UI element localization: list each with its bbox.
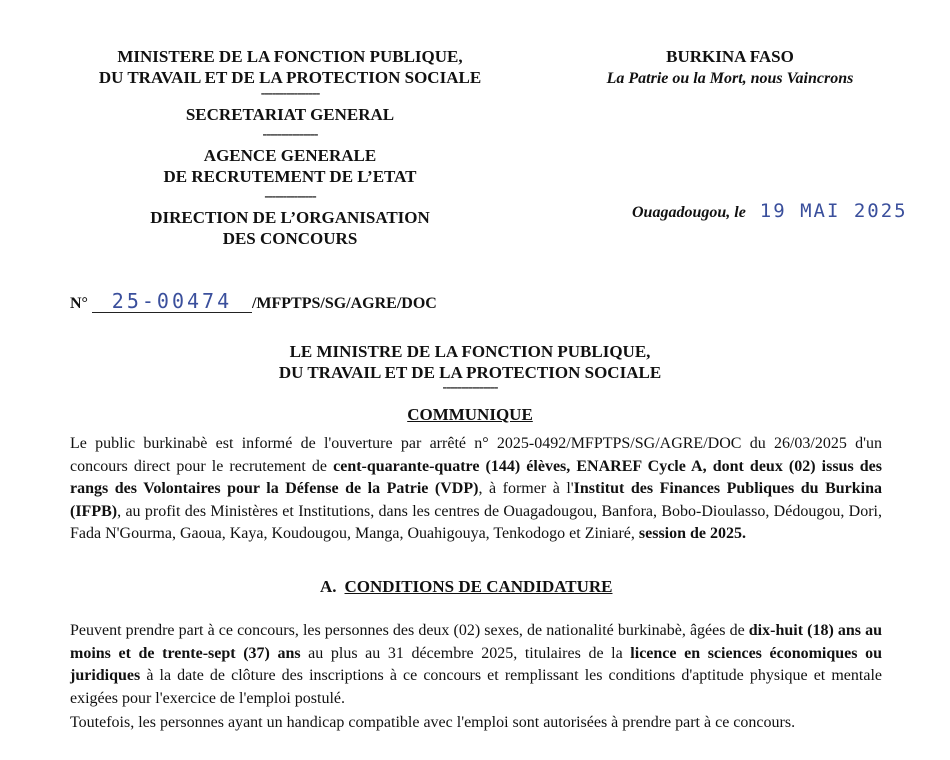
section-heading bbox=[320, 577, 612, 597]
text-run: au plus au 31 décembre 2025, titulaires de la bbox=[300, 644, 631, 662]
country-block bbox=[570, 46, 890, 90]
bold-run: cent-quarante-quatre (144) élèves, ENAREF Cycle A, dont deux (02) issus des rangs des Volontaires pour la Défense de la Patrie (VDP) bbox=[70, 457, 882, 497]
text-run: Peuvent prendre part à ce concours, les personnes des deux (02) sexes, de nationalité burkinabè, âgées de bbox=[70, 622, 749, 639]
direction-name-line2: DES CONCOURS bbox=[222, 229, 358, 248]
issuing-authority-block bbox=[40, 46, 540, 249]
date-stamp: 19 MAI 2025 bbox=[759, 200, 908, 222]
national-motto: La Patrie ou la Mort, nous Vaincrons bbox=[606, 70, 854, 87]
bold-run: licence en sciences économiques ou juridiques bbox=[70, 644, 883, 684]
intro-paragraph bbox=[70, 433, 882, 546]
ministry-name-line1: MINISTERE DE LA FONCTION PUBLIQUE, bbox=[117, 47, 463, 66]
separator: ---------------- bbox=[260, 86, 320, 101]
section-letter: A. bbox=[320, 577, 337, 596]
bold-run: dix-huit (18) ans au moins et de trente-sept (37) ans bbox=[70, 622, 883, 662]
eligibility-paragraph bbox=[70, 620, 882, 710]
disability-paragraph: Toutefois, les personnes ayant un handicap compatible avec l'emploi sont autorisées à prendre part à ce concours. bbox=[70, 714, 796, 731]
communique-title: COMMUNIQUE bbox=[407, 405, 533, 424]
reference-suffix: /MFPTPS/SG/AGRE/DOC bbox=[251, 295, 437, 312]
agency-name-line1: AGENCE GENERALE bbox=[203, 146, 377, 165]
separator: --------------- bbox=[442, 380, 498, 395]
agency-name-line2: DE RECRUTEMENT DE L’ETAT bbox=[163, 167, 417, 186]
reference-number-stamp: 25-00474 bbox=[92, 290, 252, 313]
bold-run: Institut des Finances Publiques du Burkina (IFPB) bbox=[70, 480, 883, 520]
separator: --------------- bbox=[262, 127, 318, 142]
separator: -------------- bbox=[264, 189, 316, 204]
section-title: CONDITIONS DE CANDIDATURE bbox=[344, 577, 613, 596]
country-name: BURKINA FASO bbox=[666, 47, 794, 66]
minister-title-block bbox=[120, 341, 820, 393]
reference-prefix: N° bbox=[70, 295, 88, 312]
bold-run: session de 2025. bbox=[638, 525, 747, 542]
text-run: , au profit des Ministères et Institutions, dans les centres de Ouagadougou, Banfora, Bobo-Dioulasso, Dédougou, Dori, Fada N'Gourma, Gaoua, Kaya, Koudougou, Manga, Ouahigouya, Tenkodogo et Ziniaré, bbox=[70, 502, 882, 542]
reference-number bbox=[70, 290, 437, 313]
text-run: , à former à l' bbox=[478, 480, 574, 497]
text-run: Le public burkinabè est informé de l'ouverture par arrêté n° 2025-0492/MFPTPS/SG/AGRE/DOC du 26/03/2025 d'un concours direct pour le recrutement de bbox=[70, 435, 882, 475]
dateline bbox=[632, 200, 908, 222]
secretariat-name: SECRETARIAT GENERAL bbox=[185, 105, 395, 124]
direction-name-line1: DIRECTION DE L’ORGANISATION bbox=[150, 208, 430, 227]
minister-title-line2: DU TRAVAIL ET DE LA PROTECTION SOCIALE bbox=[278, 363, 662, 382]
text-run: à la date de clôture des inscriptions à ce concours et remplissant les conditions d'aptitude physique et mentale exigées pour l'exercice de l'emploi postulé. bbox=[70, 667, 882, 707]
ministry-name-line2: DU TRAVAIL ET DE LA PROTECTION SOCIALE bbox=[98, 68, 482, 87]
dateline-place: Ouagadougou, le bbox=[632, 204, 746, 221]
minister-title-line1: LE MINISTRE DE LA FONCTION PUBLIQUE, bbox=[289, 342, 651, 361]
